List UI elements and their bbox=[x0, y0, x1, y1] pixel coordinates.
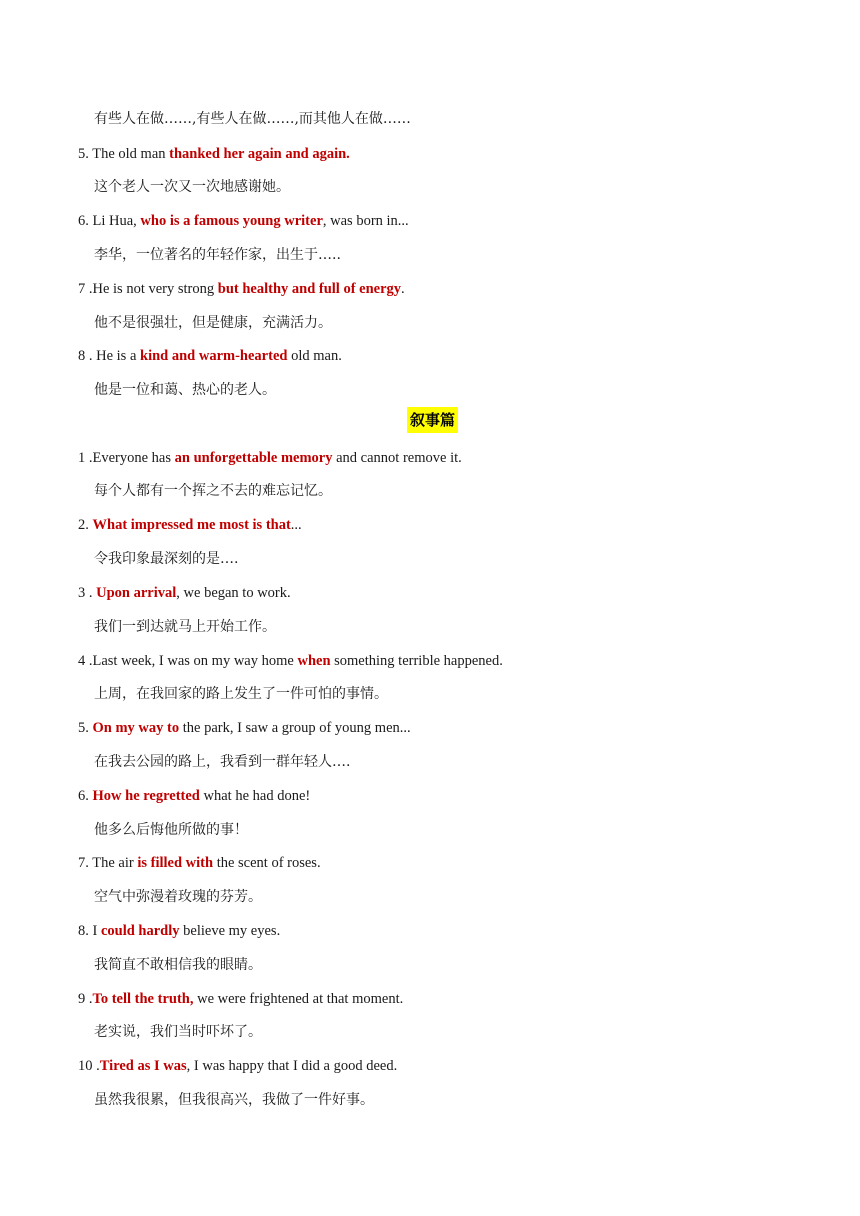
sentence-suffix: old man. bbox=[287, 348, 342, 364]
sentence-chinese: 在我去公园的路上，我看到一群年轻人…. bbox=[94, 754, 351, 770]
sentence-suffix: believe my eyes. bbox=[179, 923, 281, 939]
sentence-prefix: 5. The old man bbox=[78, 146, 170, 162]
sentence-suffix: ... bbox=[290, 517, 302, 533]
sentence-prefix: 6. Li Hua, bbox=[78, 213, 141, 229]
sentence-suffix: , we began to work. bbox=[176, 585, 291, 601]
sentence-prefix: 6. bbox=[78, 788, 93, 804]
sentence-english bbox=[78, 652, 503, 670]
key-phrase: On my way to bbox=[92, 720, 180, 736]
sentence-english bbox=[78, 922, 280, 940]
sentence-prefix: 4 .Last week, I was on my way home bbox=[78, 653, 298, 669]
sentence-prefix: 3 . bbox=[78, 585, 97, 601]
sentence-suffix: the park, I saw a group of young men... bbox=[179, 720, 411, 736]
sentence-chinese: 每个人都有一个挥之不去的难忘记忆。 bbox=[94, 483, 332, 499]
key-phrase: To tell the truth, bbox=[92, 991, 194, 1007]
key-phrase: could hardly bbox=[100, 923, 180, 939]
sentence-chinese: 虽然我很累，但我很高兴，我做了一件好事。 bbox=[94, 1092, 374, 1108]
sentence-chinese: 令我印象最深刻的是…. bbox=[94, 551, 239, 567]
key-phrase: How he regretted bbox=[92, 788, 200, 804]
sentence-prefix: 5. bbox=[78, 720, 93, 736]
sentence-suffix: we were frightened at that moment. bbox=[193, 991, 404, 1007]
key-phrase: What impressed me most is that bbox=[92, 517, 291, 533]
sentence-english bbox=[78, 145, 350, 163]
key-phrase: when bbox=[297, 653, 331, 669]
sentence-suffix: what he had done! bbox=[199, 788, 311, 804]
sentence-prefix: 1 .Everyone has bbox=[78, 450, 175, 466]
sentence-english bbox=[78, 347, 342, 365]
key-phrase: who is a famous young writer bbox=[140, 213, 323, 229]
key-phrase: Tired as I was bbox=[99, 1058, 187, 1074]
sentence-prefix: 2. bbox=[78, 517, 93, 533]
sentence-prefix: 7. The air bbox=[78, 855, 138, 871]
key-phrase: thanked her again and again. bbox=[169, 146, 350, 162]
sentence-english bbox=[78, 854, 321, 872]
sentence-chinese: 空气中弥漫着玫瑰的芬芳。 bbox=[94, 889, 262, 905]
sentence-chinese: 李华，一位著名的年轻作家，出生于….. bbox=[94, 247, 341, 263]
sentence-suffix: , was born in... bbox=[322, 213, 409, 229]
section-title: 叙事篇 bbox=[407, 407, 458, 433]
sentence-suffix: , I was happy that I did a good deed. bbox=[186, 1058, 398, 1074]
sentence-english bbox=[78, 1057, 397, 1075]
sentence-chinese: 我简直不敢相信我的眼睛。 bbox=[94, 957, 262, 973]
sentence-prefix: 8. I bbox=[78, 923, 101, 939]
sentence-english bbox=[78, 787, 310, 805]
sentence-prefix: 8 . He is a bbox=[78, 348, 141, 364]
key-phrase: an unforgettable memory bbox=[174, 450, 333, 466]
sentence-english bbox=[78, 719, 411, 737]
sentence-chinese: 这个老人一次又一次地感谢她。 bbox=[94, 179, 290, 195]
sentence-english bbox=[78, 990, 403, 1008]
sentence-suffix: the scent of roses. bbox=[213, 855, 321, 871]
sentence-prefix: 7 .He is not very strong bbox=[78, 281, 218, 297]
sentence-chinese: 老实说，我们当时吓坏了。 bbox=[94, 1024, 262, 1040]
sentence-suffix: . bbox=[401, 281, 405, 297]
sentence-chinese: 他是一位和蔼、热心的老人。 bbox=[94, 382, 276, 398]
key-phrase: Upon arrival bbox=[96, 585, 177, 601]
sentence-english bbox=[78, 212, 409, 230]
sentence-english bbox=[78, 449, 462, 467]
sentence-suffix: and cannot remove it. bbox=[332, 450, 462, 466]
key-phrase: is filled with bbox=[137, 855, 214, 871]
sentence-chinese: 他多么后悔他所做的事！ bbox=[94, 822, 248, 838]
sentence-chinese: 我们一到达就马上开始工作。 bbox=[94, 619, 276, 635]
sentence-prefix: 10 . bbox=[78, 1058, 100, 1074]
sentence-chinese: 上周，在我回家的路上发生了一件可怕的事情。 bbox=[94, 686, 388, 702]
sentence-english bbox=[78, 516, 302, 534]
key-phrase: kind and warm-hearted bbox=[140, 348, 288, 364]
intro-chinese-line: 有些人在做……,有些人在做……,而其他人在做…… bbox=[94, 111, 411, 127]
sentence-english bbox=[78, 280, 405, 298]
sentence-english bbox=[78, 584, 291, 602]
sentence-suffix: something terrible happened. bbox=[330, 653, 503, 669]
key-phrase: but healthy and full of energy bbox=[217, 281, 402, 297]
sentence-chinese: 他不是很强壮，但是健康，充满活力。 bbox=[94, 315, 332, 331]
sentence-prefix: 9 . bbox=[78, 991, 93, 1007]
